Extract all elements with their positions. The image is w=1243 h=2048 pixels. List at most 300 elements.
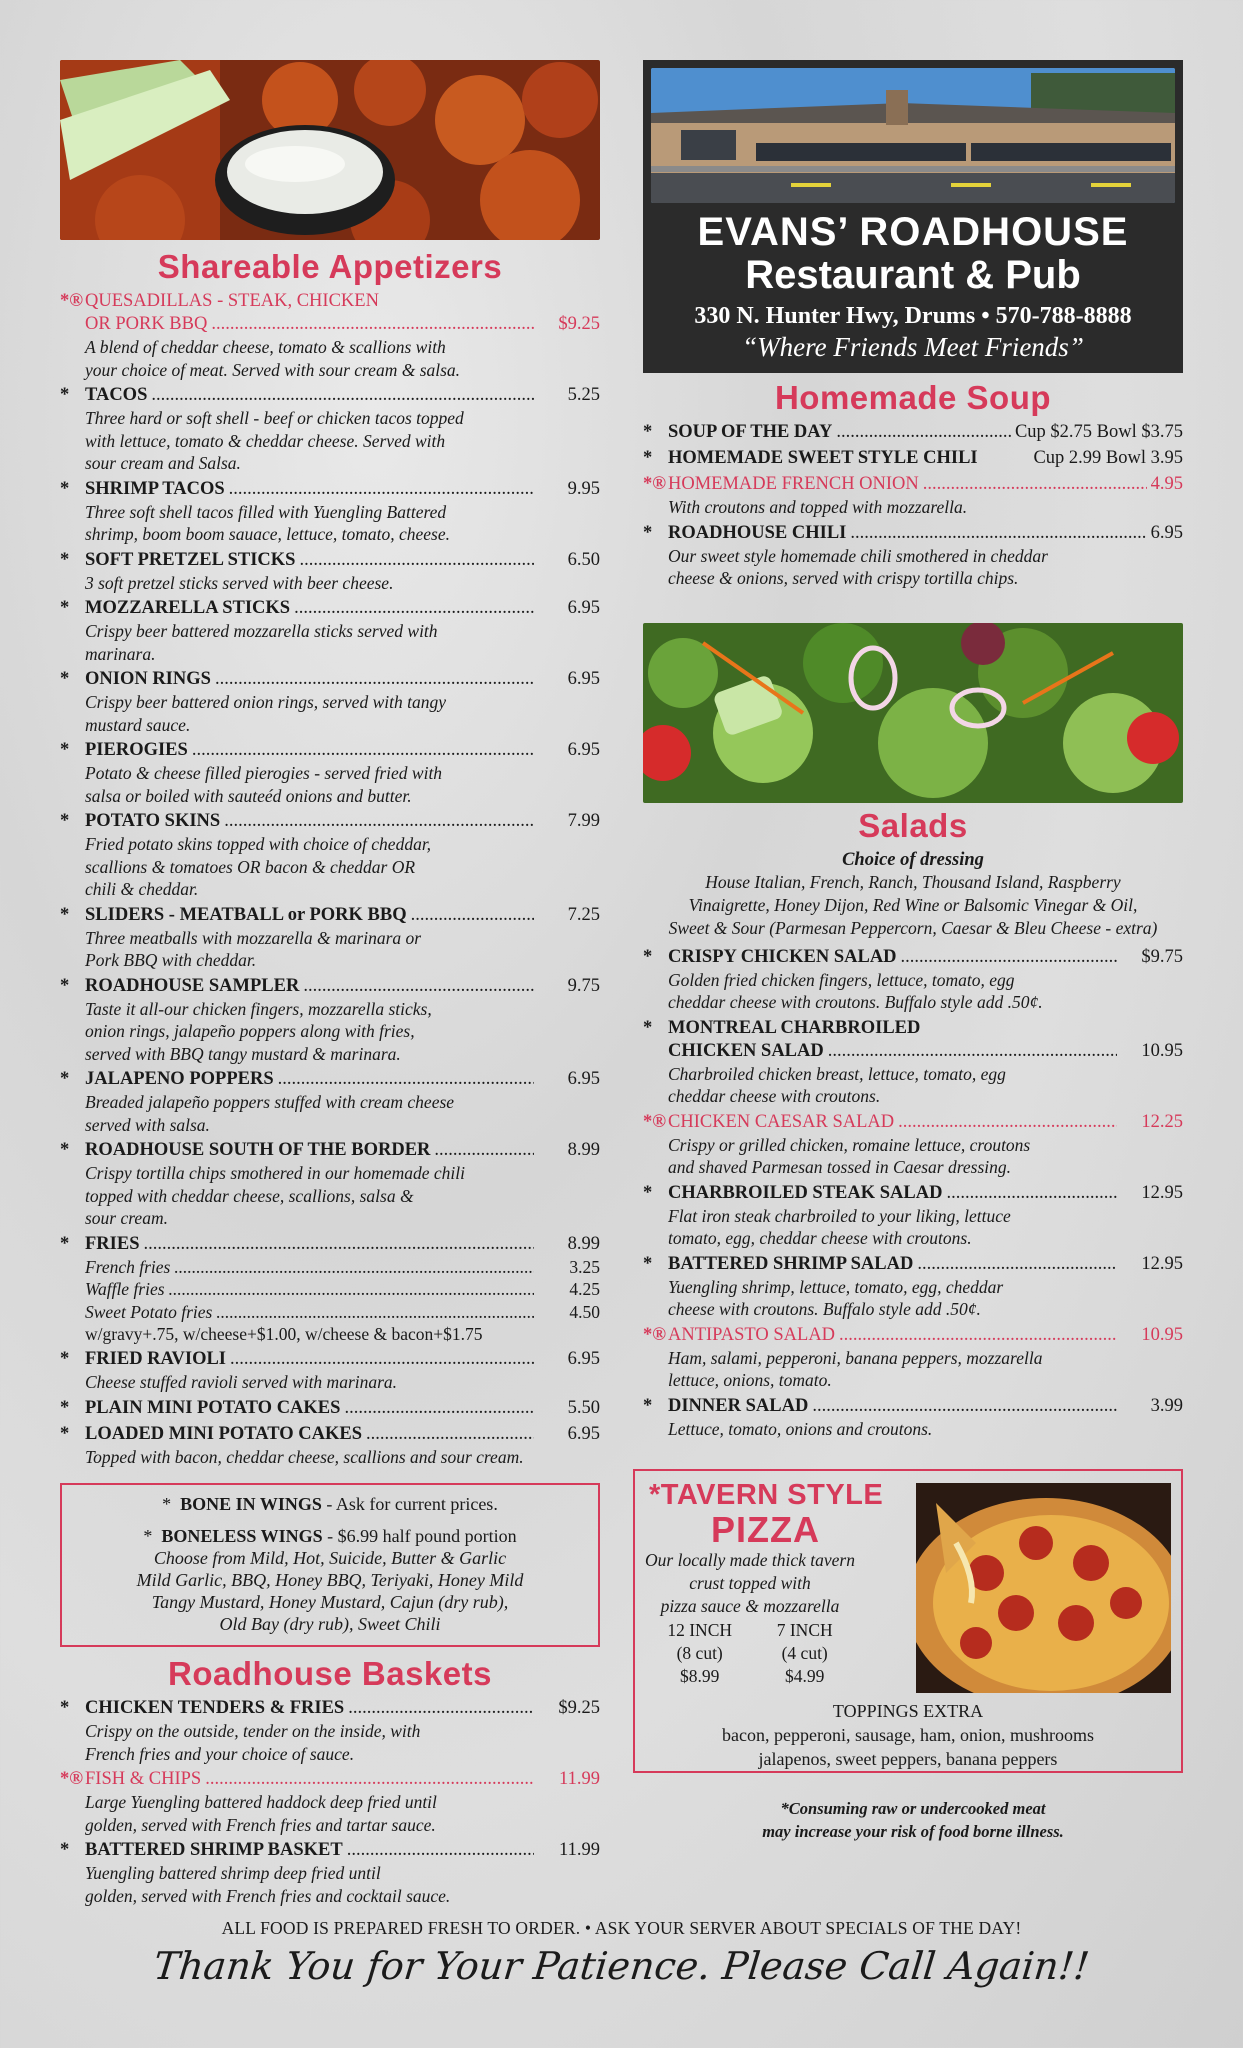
item-dots <box>850 522 1146 545</box>
menu-item <box>60 384 600 478</box>
restaurant-tagline: “Where Friends Meet Friends” <box>742 332 1084 362</box>
item-description: Fried potato skins topped with choice of cheddar, <box>85 834 432 854</box>
item-name: SOFT PRETZEL STICKS <box>85 549 296 570</box>
item-mark: * <box>60 1349 70 1369</box>
item-mark: * <box>60 1698 70 1718</box>
menu-item-row <box>643 1182 1183 1205</box>
item-gap <box>643 1440 1183 1443</box>
item-description: Crispy beer battered onion rings, served with tangy <box>85 692 446 712</box>
restaurant-banner <box>643 60 1183 373</box>
item-mark: * <box>643 1182 653 1203</box>
item-name: CHARBROILED STEAK SALAD <box>668 1182 943 1203</box>
menu-item-row <box>643 1324 1183 1347</box>
item-name: SOUP OF THE DAY <box>668 422 833 442</box>
item-name: ONION RINGS <box>85 669 211 689</box>
footer-thanks: Thank You for Your Patience. Please Call Again!! <box>151 1944 1092 1988</box>
pizza-cut: (4 cut) <box>781 1643 828 1663</box>
fries-option <box>60 1301 600 1324</box>
soup-list <box>643 421 1183 593</box>
item-description: and shaved Parmesan tossed in Caesar dressing. <box>668 1157 1012 1177</box>
item-price: 11.99 <box>559 1840 600 1860</box>
item-name: HOMEMADE FRENCH ONION <box>668 474 919 494</box>
item-name: QUESADILLAS - STEAK, CHICKEN <box>85 291 379 311</box>
item-price: 7.99 <box>567 811 600 831</box>
menu-item-row <box>643 1040 1183 1063</box>
item-price: 6.95 <box>567 1349 600 1369</box>
item-mark: * <box>60 598 70 618</box>
item-name: FRIES <box>85 1233 140 1254</box>
item-mark: * <box>643 448 653 468</box>
item-name: FRIED RAVIOLI <box>85 1349 227 1369</box>
appetizers-title: Shareable Appetizers <box>157 248 503 285</box>
menu-item <box>60 975 600 1069</box>
item-dots <box>917 1253 1117 1276</box>
item-dots <box>151 384 534 407</box>
boneless-wings-text: - $6.99 half pound portion <box>327 1526 517 1546</box>
item-description: Ham, salami, pepperoni, banana peppers, mozzarella <box>668 1347 1043 1368</box>
baskets-title: Roadhouse Baskets <box>168 1655 492 1692</box>
item-description: Crispy tortilla chips smothered in our homemade chili <box>85 1163 465 1183</box>
item-dots <box>174 1256 534 1279</box>
pizza-size-7 <box>777 1619 833 1688</box>
item-name: PIEROGIES <box>85 740 188 760</box>
item-dots <box>224 810 534 833</box>
item-name: FISH & CHIPS <box>85 1769 202 1789</box>
pizza-photo <box>916 1483 1171 1693</box>
item-name-cont: OR PORK BBQ <box>85 314 208 334</box>
toppings-line: jalapenos, sweet peppers, banana peppers <box>758 1749 1058 1769</box>
item-description: Three meatballs with mozzarella & marinara or <box>85 927 422 948</box>
menu-item <box>643 421 1183 447</box>
menu-item-row <box>643 473 1183 496</box>
menu-item-row <box>60 1697 600 1720</box>
fries-option-name: Sweet Potato fries <box>85 1301 213 1322</box>
dressing-line: Vinaigrette, Honey Dijon, Red Wine or Balsomic Vinegar & Oil, <box>688 894 1138 915</box>
item-price: $9.25 <box>558 1698 600 1718</box>
menu-item <box>643 1253 1183 1324</box>
item-description: French fries and your choice of sauce. <box>85 1743 355 1764</box>
menu-item <box>60 478 600 549</box>
item-gap <box>60 1907 600 1910</box>
item-mark: * <box>60 1069 70 1089</box>
menu-item <box>60 668 600 739</box>
item-name: POTATO SKINS <box>85 811 221 831</box>
item-description: Lettuce, tomato, onions and croutons. <box>668 1418 933 1439</box>
item-mark: *® <box>60 291 84 311</box>
item-dots <box>898 1111 1117 1134</box>
menu-item-row <box>643 447 1183 470</box>
pizza-sizes <box>645 1619 855 1688</box>
item-price: 9.95 <box>567 478 600 499</box>
item-mark: * <box>60 1840 70 1860</box>
menu-item-row <box>643 1111 1183 1134</box>
item-name: HOMEMADE SWEET STYLE CHILI <box>668 448 978 468</box>
item-mark: * <box>60 1423 70 1444</box>
menu-item-row <box>60 668 600 691</box>
menu-item <box>60 1768 600 1839</box>
item-mark: * <box>643 522 653 543</box>
item-description: Golden fried chicken fingers, lettuce, tomato, egg <box>668 969 1015 990</box>
item-description: onion rings, jalapeño poppers along with fries, <box>85 1021 415 1041</box>
item-price: 9.75 <box>567 975 600 996</box>
item-name: JALAPENO POPPERS <box>85 1069 274 1089</box>
salad-photo <box>643 623 1183 803</box>
item-price: 8.99 <box>567 1233 600 1254</box>
item-price: 8.99 <box>567 1140 600 1160</box>
item-description: Potato & cheese filled pierogies - served fried with <box>85 763 443 783</box>
item-description: salsa or boiled with sauteéd onions and butter. <box>85 785 412 806</box>
item-name: DINNER SALAD <box>668 1395 809 1416</box>
dressing-heading: Choice of dressing <box>842 849 984 870</box>
bone-in-wings-text: - Ask for current prices. <box>326 1494 498 1514</box>
item-price: 6.95 <box>567 669 600 689</box>
warning-line: may increase your risk of food borne illness. <box>762 1822 1064 1841</box>
menu-item-row <box>643 1395 1183 1418</box>
item-description: Cheese stuffed ravioli served with marinara. <box>85 1372 398 1392</box>
menu-item <box>60 904 600 975</box>
menu-item-row <box>60 1139 600 1162</box>
menu-item-row <box>60 1068 600 1091</box>
item-price: 5.50 <box>567 1397 600 1418</box>
item-name: LOADED MINI POTATO CAKES <box>85 1423 363 1444</box>
menu-item <box>60 1397 600 1423</box>
item-price: 11.99 <box>559 1769 600 1789</box>
item-dots <box>347 1839 534 1862</box>
item-dots <box>411 904 534 927</box>
item-description: sour cream. <box>85 1208 168 1228</box>
item-mark: * <box>643 946 653 967</box>
item-price: 12.95 <box>1141 1253 1183 1274</box>
item-name: ROADHOUSE SOUTH OF THE BORDER <box>85 1140 431 1160</box>
menu-item-row <box>60 1348 600 1371</box>
pizza-size-label: 7 INCH <box>776 1620 833 1640</box>
item-description: served with BBQ tangy mustard & marinara. <box>85 1043 401 1064</box>
item-description: topped with cheddar cheese, scallions, salsa & <box>85 1185 414 1206</box>
item-price: 6.95 <box>567 1423 600 1444</box>
pizza-size-label: 12 INCH <box>667 1620 733 1640</box>
item-description: Three soft shell tacos filled with Yuengling Battered <box>85 501 447 522</box>
pizza-price: $8.99 <box>680 1666 720 1686</box>
item-description: cheese with croutons. Buffalo style add .50¢. <box>668 1299 981 1319</box>
toppings-heading: TOPPINGS EXTRA <box>832 1701 984 1721</box>
menu-item-row <box>60 1233 600 1256</box>
salads-title: Salads <box>858 806 968 844</box>
menu-item-row <box>60 975 600 998</box>
item-mark: * <box>60 669 70 689</box>
item-description: golden, served with French fries and tartar sauce. <box>85 1814 436 1835</box>
menu-item-row <box>60 597 600 620</box>
item-price: $9.25 <box>558 314 600 334</box>
item-description: cheddar cheese with croutons. Buffalo style add .50¢. <box>668 992 1043 1012</box>
warning-line: *Consuming raw or undercooked meat <box>780 1799 1046 1818</box>
item-dots <box>812 1395 1117 1418</box>
item-dots <box>828 1040 1117 1063</box>
item-price: Cup $2.75 Bowl $3.75 <box>1014 422 1183 442</box>
item-description: Topped with bacon, cheddar cheese, scallions and sour cream. <box>85 1446 524 1467</box>
item-name: CHICKEN TENDERS & FRIES <box>85 1698 345 1718</box>
item-description: Three hard or soft shell - beef or chicken tacos topped <box>85 408 464 428</box>
left-column <box>60 60 600 1910</box>
item-description: With croutons and topped with mozzarella. <box>668 497 968 517</box>
menu-item <box>643 447 1183 473</box>
item-description: Crispy or grilled chicken, romaine lettuce, croutons <box>668 1134 1031 1155</box>
fries-option-name: French fries <box>85 1256 171 1277</box>
item-price: 4.95 <box>1150 474 1183 494</box>
item-mark: *® <box>643 1324 667 1345</box>
item-description: sour cream and Salsa. <box>85 453 241 473</box>
salads-list <box>643 946 1183 1444</box>
wings-box: * BONE IN WINGS - Ask for current prices. * BONELESS WINGS - $6.99 half pound portion Choose from Mild, Hot, Suicide, Butter & Garlic Mild Garlic, BBQ, Honey BBQ, Teriyaki, Honey Mild Tangy Mustard, Honey Mustard, Cajun (dry rub), Old Bay (dry rub), Sweet Chili <box>60 1483 600 1647</box>
dressing-line: House Italian, French, Ranch, Thousand Island, Raspberry <box>705 871 1121 892</box>
item-mark: * <box>643 1017 653 1038</box>
item-dots <box>229 478 534 501</box>
item-dots <box>205 1768 534 1791</box>
item-mark: * <box>60 385 70 405</box>
menu-item-row <box>643 1253 1183 1276</box>
item-price: 5.25 <box>567 385 600 405</box>
dressing-line: Sweet & Sour (Parmesan Peppercorn, Caesar & Bleu Cheese - extra) <box>668 917 1158 938</box>
item-description: Charbroiled chicken breast, lettuce, tomato, egg <box>668 1063 1006 1084</box>
item-description: served with salsa. <box>85 1114 210 1135</box>
item-description: scallions & tomatoes OR bacon & cheddar OR <box>85 856 416 877</box>
menu-item <box>643 1395 1183 1444</box>
item-mark: *® <box>643 1111 667 1132</box>
toppings-line: bacon, pepperoni, sausage, ham, onion, mushrooms <box>722 1725 1094 1745</box>
boneless-wings-label: BONELESS WINGS <box>161 1526 323 1546</box>
item-name: ROADHOUSE CHILI <box>668 522 847 543</box>
item-price: 12.95 <box>1141 1182 1183 1203</box>
item-dots <box>836 421 1011 444</box>
item-mark: * <box>643 1253 653 1274</box>
item-description: lettuce, onions, tomato. <box>668 1370 832 1390</box>
item-price: Cup 2.99 Bowl 3.95 <box>1033 448 1183 468</box>
menu-item-row <box>60 810 600 833</box>
roadhouse-building-photo <box>651 68 1175 203</box>
item-mark: * <box>60 811 70 831</box>
item-name: ANTIPASTO SALAD <box>668 1324 836 1345</box>
item-dots <box>278 1068 534 1091</box>
menu-item <box>643 1017 1183 1111</box>
item-description: tomato, egg, cheddar cheese with croutons. <box>668 1228 972 1248</box>
item-description: Flat iron steak charbroiled to your liking, lettuce <box>668 1205 1011 1226</box>
menu-item <box>60 1839 600 1910</box>
menu-item-row <box>60 478 600 501</box>
pizza-price: $4.99 <box>785 1666 825 1686</box>
food-warning <box>643 1797 1183 1843</box>
fries-option-price: 4.50 <box>569 1301 600 1322</box>
item-description: Our sweet style homemade chili smothered in cheddar <box>668 545 1048 566</box>
item-price: 6.50 <box>567 549 600 570</box>
menu-item-row <box>60 290 600 313</box>
item-dots <box>216 1301 534 1324</box>
item-name: BATTERED SHRIMP BASKET <box>85 1840 343 1860</box>
menu-item-row <box>60 739 600 762</box>
item-price: 6.95 <box>567 598 600 618</box>
menu-item <box>60 597 600 668</box>
restaurant-subtitle: Restaurant & Pub <box>745 253 1081 297</box>
menu-item <box>643 1111 1183 1182</box>
item-price: 3.99 <box>1150 1395 1183 1416</box>
menu-item <box>60 1697 600 1768</box>
item-name: PLAIN MINI POTATO CAKES <box>85 1397 341 1418</box>
item-dots <box>946 1182 1117 1205</box>
item-name-cont: CHICKEN SALAD <box>668 1040 824 1061</box>
item-dots <box>839 1324 1117 1347</box>
menu-item-row <box>60 1423 600 1446</box>
wing-sauces-line: Tangy Mustard, Honey Mustard, Cajun (dry rub), <box>151 1592 509 1612</box>
item-description: Yuengling shrimp, lettuce, tomato, egg, cheddar <box>668 1276 1004 1297</box>
item-name: MOZZARELLA STICKS <box>85 598 291 618</box>
menu-item <box>60 739 600 810</box>
menu-item <box>643 1182 1183 1253</box>
item-dots <box>192 739 534 762</box>
item-dots <box>366 1423 534 1446</box>
menu-item-row <box>60 904 600 927</box>
menu-item-row <box>60 1839 600 1862</box>
item-name: ROADHOUSE SAMPLER <box>85 975 300 996</box>
menu-item <box>60 290 600 384</box>
item-name: CHICKEN CAESAR SALAD <box>668 1111 895 1132</box>
item-description: Yuengling battered shrimp deep fried until <box>85 1863 381 1883</box>
item-name: SHRIMP TACOS <box>85 478 225 499</box>
item-dots <box>923 473 1147 496</box>
item-description: cheddar cheese with croutons. <box>668 1086 881 1106</box>
menu-item-fries <box>60 1233 600 1349</box>
item-mark: * <box>643 422 653 442</box>
menu-item-row <box>643 522 1183 545</box>
pizza-title-big: PIZZA <box>711 1509 820 1550</box>
menu-item <box>60 1348 600 1397</box>
item-price: 6.95 <box>567 740 600 760</box>
item-gap <box>643 590 1183 593</box>
baskets-list <box>60 1697 600 1910</box>
item-description: Taste it all-our chicken fingers, mozzarella sticks, <box>85 998 432 1019</box>
item-mark: * <box>60 975 70 996</box>
pizza-desc-line: crust topped with <box>689 1573 811 1593</box>
fries-addons: w/gravy+.75, w/cheese+$1.00, w/cheese & bacon+$1.75 <box>85 1324 483 1344</box>
item-mark: * <box>60 478 70 499</box>
appetizers-list <box>60 290 600 1471</box>
pizza-desc-line: Our locally made thick tavern <box>645 1550 855 1570</box>
item-dots <box>303 975 534 998</box>
item-description: marinara. <box>85 643 156 664</box>
item-price: 7.25 <box>567 904 600 925</box>
item-description: with lettuce, tomato & cheddar cheese. Served with <box>85 430 446 451</box>
item-price: $9.75 <box>1141 946 1183 967</box>
item-dots <box>344 1397 534 1420</box>
item-description: Large Yuengling battered haddock deep fried until <box>85 1792 437 1812</box>
soup-title: Homemade Soup <box>774 379 1052 416</box>
footer-notice: ALL FOOD IS PREPARED FRESH TO ORDER. • ASK YOUR SERVER ABOUT SPECIALS OF THE DAY! <box>221 1918 1022 1938</box>
menu-item <box>60 1423 600 1472</box>
item-dots <box>294 597 534 620</box>
item-description: chili & cheddar. <box>85 879 199 899</box>
item-mark: * <box>60 549 70 570</box>
menu-item-row <box>60 1397 600 1420</box>
wings-photo <box>60 60 600 240</box>
item-description: Crispy on the outside, tender on the inside, with <box>85 1721 421 1741</box>
item-dots <box>230 1348 534 1371</box>
item-mark: * <box>60 904 70 925</box>
pizza-title: *TAVERN STYLE <box>649 1479 884 1511</box>
wing-sauces-line: Mild Garlic, BBQ, Honey BBQ, Teriyaki, Honey Mild <box>136 1570 524 1590</box>
wing-sauces-line: Old Bay (dry rub), Sweet Chili <box>219 1614 441 1634</box>
item-dots <box>211 313 534 336</box>
item-price: 6.95 <box>567 1069 600 1089</box>
menu-item <box>60 810 600 904</box>
item-mark: * <box>60 1140 70 1160</box>
item-dots <box>144 1233 535 1256</box>
item-name: MONTREAL CHARBROILED <box>668 1017 921 1038</box>
bone-in-wings-label: BONE IN WINGS <box>180 1494 322 1514</box>
menu-item-row <box>60 549 600 572</box>
item-price: 10.95 <box>1141 1324 1183 1345</box>
item-mark: *® <box>643 474 667 494</box>
item-description: 3 soft pretzel sticks served with beer cheese. <box>85 572 394 593</box>
item-description: mustard sauce. <box>85 714 191 735</box>
item-mark: * <box>60 740 70 760</box>
item-description: Pork BBQ with cheddar. <box>85 950 257 970</box>
item-description: Crispy beer battered mozzarella sticks served with <box>85 621 438 641</box>
item-dots <box>434 1139 534 1162</box>
item-name: CRISPY CHICKEN SALAD <box>668 946 897 967</box>
item-dots <box>215 668 534 691</box>
menu-item <box>643 946 1183 1017</box>
menu-item-row <box>60 1768 600 1791</box>
pizza-box <box>633 1469 1183 1773</box>
item-dots <box>299 549 534 572</box>
pizza-toppings <box>635 1699 1181 1771</box>
item-price: 12.25 <box>1141 1111 1183 1132</box>
right-column <box>643 60 1183 1843</box>
item-description: shrimp, boom boom sauace, lettuce, tomato, cheese. <box>85 524 450 544</box>
restaurant-address: 330 N. Hunter Hwy, Drums • 570-788-8888 <box>694 303 1132 329</box>
pizza-description <box>645 1549 855 1618</box>
fries-option <box>60 1278 600 1301</box>
item-gap <box>60 1468 600 1471</box>
pizza-size-12 <box>667 1619 732 1688</box>
item-price: 6.95 <box>1150 522 1183 543</box>
menu-item <box>643 522 1183 593</box>
item-name: SLIDERS - MEATBALL or PORK BBQ <box>85 904 407 925</box>
menu-item-row <box>643 1017 1183 1040</box>
item-mark: *® <box>60 1769 84 1789</box>
pizza-desc-line: pizza sauce & mozzarella <box>660 1596 840 1616</box>
item-name: BATTERED SHRIMP SALAD <box>668 1253 914 1274</box>
item-price: 10.95 <box>1141 1040 1183 1061</box>
item-description: your choice of meat. Served with sour cream & salsa. <box>85 359 461 380</box>
item-dots <box>169 1278 534 1301</box>
item-description: Breaded jalapeño poppers stuffed with cream cheese <box>85 1092 455 1112</box>
item-mark: * <box>60 1233 70 1254</box>
item-description: A blend of cheddar cheese, tomato & scallions with <box>85 337 446 357</box>
fries-option-price: 4.25 <box>569 1279 600 1299</box>
item-dots <box>901 946 1117 969</box>
pizza-cut: (8 cut) <box>676 1643 723 1663</box>
menu-item-row <box>643 946 1183 969</box>
item-description: cheese & onions, served with crispy tortilla chips. <box>668 568 1019 588</box>
fries-option-price: 3.25 <box>569 1256 600 1277</box>
menu-item <box>643 1324 1183 1395</box>
menu-item-row <box>60 313 600 336</box>
item-description: golden, served with French fries and cocktail sauce. <box>85 1885 451 1906</box>
fries-option-name: Waffle fries <box>85 1279 165 1299</box>
item-name: TACOS <box>85 385 148 405</box>
menu-item <box>60 1068 600 1139</box>
wing-sauces-line: Choose from Mild, Hot, Suicide, Butter & Garlic <box>153 1548 507 1568</box>
menu-item-row <box>60 384 600 407</box>
item-mark: * <box>60 1397 70 1418</box>
